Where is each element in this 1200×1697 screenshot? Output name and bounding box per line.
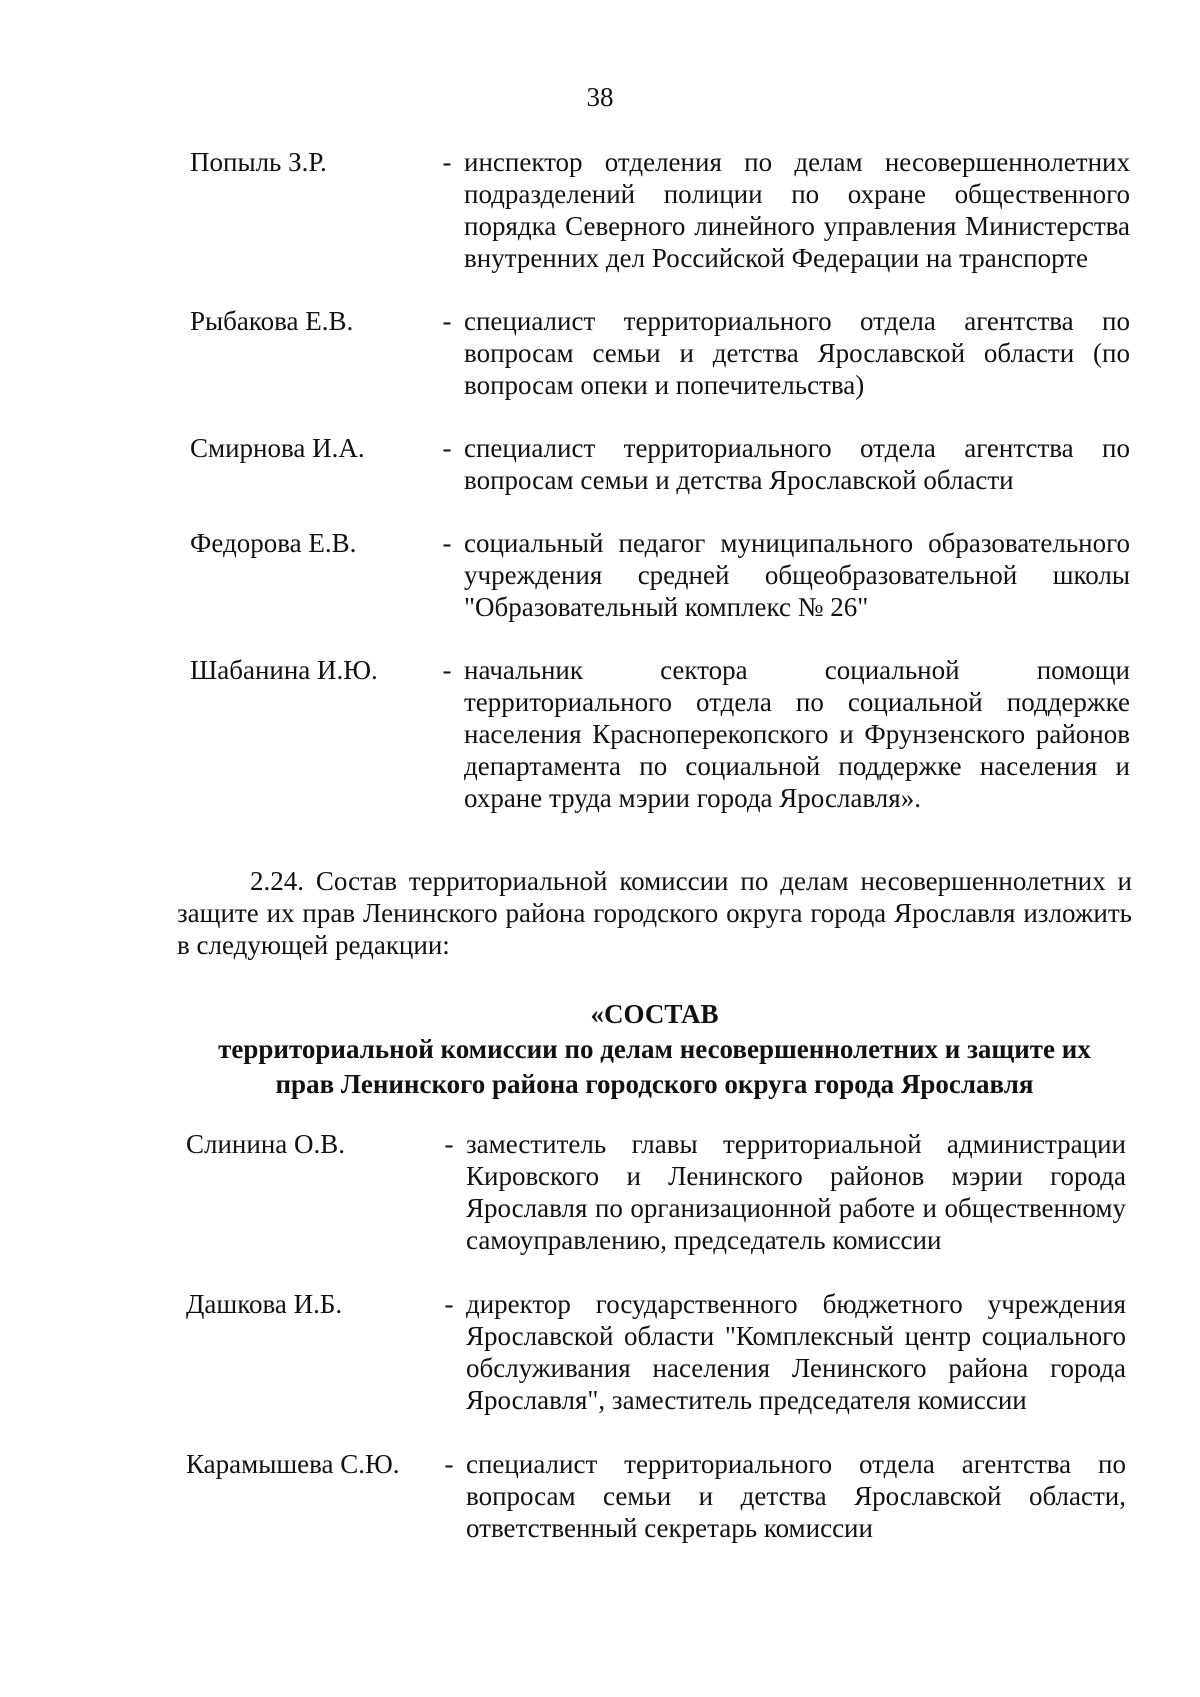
member-entry: [186, 1288, 1126, 1416]
commission-heading: [177, 997, 1132, 1102]
member-entry: [190, 654, 1130, 814]
member-name: Карамышева С.Ю.: [186, 1449, 400, 1479]
member-dash: -: [442, 528, 452, 558]
member-name: Смирнова И.А.: [190, 433, 365, 463]
member-name: Федорова Е.В.: [190, 528, 357, 558]
member-entry: [190, 305, 1130, 401]
member-dash: -: [444, 1449, 454, 1479]
member-name: Попыль З.Р.: [190, 147, 327, 177]
member-dash: -: [444, 1129, 454, 1159]
amendment-paragraph: [177, 865, 1132, 961]
member-name: Слинина О.В.: [186, 1129, 346, 1159]
member-dash: -: [442, 433, 452, 463]
member-name: Рыбакова Е.В.: [190, 306, 354, 336]
member-role: специалист территориального отдела агентства по вопросам семьи и детства Ярославской области, ответственный секретарь комиссии: [466, 1449, 1126, 1543]
member-name: Шабанина И.Ю.: [190, 655, 378, 685]
member-role: инспектор отделения по делам несовершеннолетних подразделений полиции по охране общественного порядка Северного линейного управления Министерства внутренних дел Российской Федерации на транспорте: [464, 147, 1130, 273]
member-dash: -: [442, 655, 452, 685]
member-list-leninsky-commission: [186, 1128, 1126, 1576]
member-role: социальный педагог муниципального образовательного учреждения средней общеобразовательной школы "Образовательный комплекс № 26": [464, 528, 1130, 622]
member-dash: -: [444, 1289, 454, 1319]
member-list-previous-commission: [190, 146, 1130, 845]
member-entry: [186, 1128, 1126, 1256]
member-dash: -: [442, 147, 452, 177]
member-dash: -: [442, 306, 452, 336]
heading-subtitle-line-2: прав Ленинского района городского округа города Ярославля: [275, 1069, 1034, 1099]
heading-title: «СОСТАВ: [590, 999, 719, 1029]
heading-subtitle-line-1: территориальной комиссии по делам несовершеннолетних и защите их: [218, 1034, 1091, 1064]
member-name: Дашкова И.Б.: [186, 1289, 343, 1319]
member-entry: [190, 146, 1130, 274]
member-role: заместитель главы территориальной администрации Кировского и Ленинского районов мэрии города Ярославля по организационной работе и общественному самоуправлению, председатель комиссии: [466, 1129, 1126, 1255]
page-number: 38: [586, 82, 614, 112]
amendment-paragraph-text: 2.24. Состав территориальной комиссии по делам несовершеннолетних и защите их прав Ленинского района городского округа города Ярославля изложить в следующей редакции:: [177, 866, 1132, 960]
member-role: начальник сектора социальной помощи территориального отдела по социальной поддержке населения Красноперекопского и Фрунзенского районов департамента по социальной поддержке населения и охране труда мэрии города Ярославля».: [464, 655, 1130, 813]
member-role: специалист территориального отдела агентства по вопросам семьи и детства Ярославской области: [464, 433, 1130, 495]
member-entry: [190, 432, 1130, 496]
member-entry: [186, 1448, 1126, 1544]
member-entry: [190, 527, 1130, 623]
member-role: директор государственного бюджетного учреждения Ярославской области "Комплексный центр социального обслуживания населения Ленинского района города Ярославля", заместитель председателя комиссии: [466, 1289, 1126, 1415]
member-role: специалист территориального отдела агентства по вопросам семьи и детства Ярославской области (по вопросам опеки и попечительства): [464, 306, 1130, 400]
